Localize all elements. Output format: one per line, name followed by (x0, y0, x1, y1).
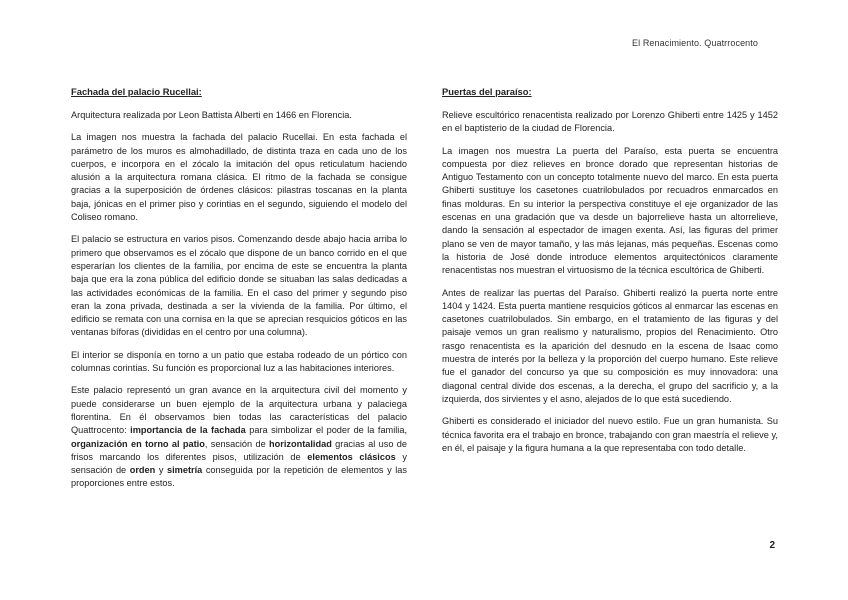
paragraph: Relieve escultórico renacentista realizado por Lorenzo Ghiberti entre 1425 y 1452 en el baptisterio de la ciudad de Florencia. (442, 110, 778, 134)
text-run: para simbolizar el poder de la familia, (245, 425, 407, 436)
section-heading-rucellai: Fachada del palacio Rucellai: (71, 86, 202, 97)
text-run: Este palacio representó un gran avance en la arquitectura civil del momento y puede considerarse un buen ejemplo de la arquitectura urbana y palaciega florentina. En él observamos bien todas las características del palacio Quattrocento: (71, 385, 407, 436)
emphasis-term: orden (129, 465, 156, 476)
emphasis-term: organización en torno al patio (71, 438, 205, 449)
text-run: , sensación de (204, 438, 270, 449)
paragraph: La imagen nos muestra la fachada del palacio Rucellai. En esta fachada el parámetro de los muros es almohadillado, de distinta traza en cada uno de los cuerpos, e incorpora en el zócalo la imitación del opus reticulatum haciendo alusión a la arquitectura romana clásica. El ritmo de la fachada se consigue gracias a la superposición de órdenes clásicos: pilastras toscanas en la planta baja, jónicas en el primer piso y corintias en el segundo, siguiendo el modelo del Coliseo romano. (71, 132, 407, 223)
paragraph: Ghiberti es considerado el iniciador del nuevo estilo. Fue un gran humanista. Su técnica favorita era el trabajo en bronce, trabajando con gran maestría el relieve y, en él, el paisaje y la figura humana a la que representaba con todo detalle. (442, 416, 778, 453)
emphasis-term: elementos clásicos (307, 451, 396, 462)
right-column (442, 86, 778, 464)
paragraph: Antes de realizar las puertas del Paraíso. Ghiberti realizó la puerta norte entre 1404 y 1424. Esta puerta mantiene resquicios góticos al enmarcar las escenas en casetones cuatrilobulados. Sin embargo, en el tratamiento de las figuras y del paisaje vemos un gran realismo y naturalismo, propios del Renacimiento. Otro rasgo renacentista es la aparición del desnudo en la escena de Isaac como muestra de interés por la belleza y la proporción del cuerpo humano. Este relieve fue el ganador del concurso ya que su composición es muy innovadora: una diagonal central divide dos escenas, a la derecha, el grupo del sacrificio y, a la izquierda, dos sirvientes y el asno, alejados de lo que está sucediendo. (442, 287, 778, 404)
emphasis-term: importancia de la fachada (130, 425, 246, 436)
section-heading-puertas: Puertas del paraíso: (442, 86, 532, 97)
text-run: y (155, 465, 167, 476)
left-column (71, 86, 407, 500)
paragraph: El palacio se estructura en varios pisos. Comenzando desde abajo hacia arriba lo primero que observamos es el zócalo que dispone de un banco corrido en el que esperarían los clientes de la familia, por encima de este se encuentra la planta baja que era la zona pública del edificio donde se situaban las salas dedicadas a las actividades económicas de la familia. En el caso del primer y segundo piso eran la zona privada, destinada a ser la vivienda de la familia. Por último, el edificio se remata con una cornisa en la que se aprecian resquicios góticos en las ventanas bíforas (divididas en el centro por una columna). (71, 234, 407, 338)
emphasis-term: horizontalidad (269, 438, 332, 449)
text-run: y sensación de (71, 451, 407, 476)
emphasis-term: simetría (167, 465, 203, 476)
page-number: 2 (769, 540, 775, 551)
running-header: El Renacimiento. Quatrrocento (632, 38, 758, 48)
paragraph: Arquitectura realizada por Leon Battista Alberti en 1466 en Florencia. (71, 110, 352, 120)
text-run: conseguida por la repetición de elementos y las proporciones entre estos. (71, 465, 407, 489)
paragraph: La imagen nos muestra La puerta del Paraíso, esta puerta se encuentra compuesta por diez relieves en bronce dorado que representan historias de Antiguo Testamento con un concepto totalmente nuevo del marco. En esta puerta Ghiberti sustituye los casetones cuatrilobulados por recuadros enmarcados en finas molduras. En su interior la perspectiva constituye el eje organizador de las escenas en una gradación que va desde un bajorrelieve hasta un altorrelieve, dando la sensación al espectador de imagen exenta. Así, las figuras del primer plano se ven de mayor tamaño, y las más lejanas, más pequeñas. Escenas como la historia de José donde introduce elementos arquitectónicos claramente renacentistas nos muestran el virtuosismo de la técnica escultórica de Ghiberti. (442, 145, 778, 276)
text-run: gracias al uso de frisos marcando los diferentes pisos, utilización de (71, 438, 407, 462)
paragraph: El interior se disponía en torno a un patio que estaba rodeado de un pórtico con columnas corintias. Su función es proporcional luz a las habitaciones interiores. (71, 349, 407, 374)
paragraph-with-emphasis (71, 384, 407, 490)
